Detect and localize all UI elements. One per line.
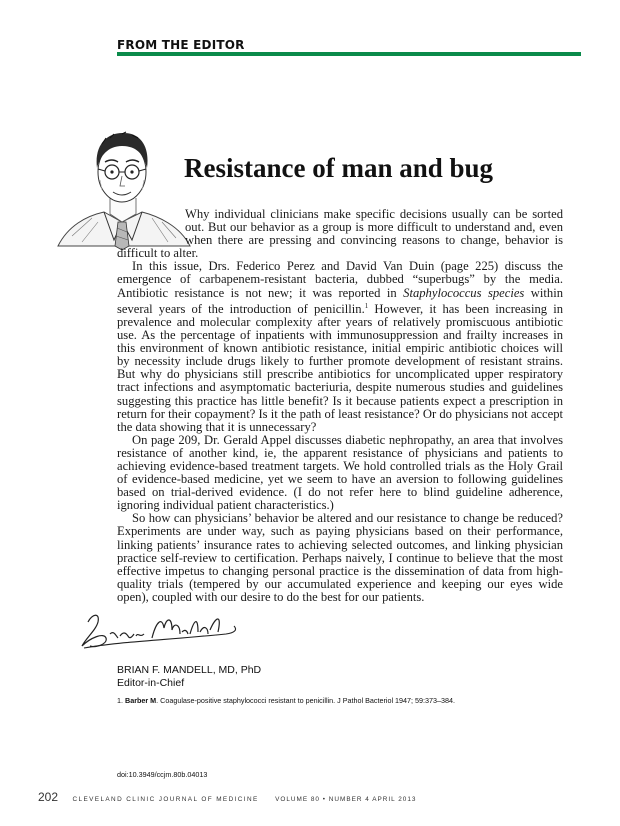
article-title: Resistance of man and bug xyxy=(184,153,494,183)
paragraph-2-text-b: within several years of the introduction of penicillin. xyxy=(117,285,563,316)
paragraph-1: Why individual clinicians make specific decisions usually can be sorted out. But our behavior as a group is more difficult to understand and, even when there are pressing and convincing reasons to change, behavior is difficult to alter. xyxy=(117,207,563,261)
page-number: 202 xyxy=(38,790,59,804)
article-body xyxy=(117,208,563,604)
text-wrap-spacer xyxy=(117,208,185,246)
paragraph-2-text-c: However, it has been increasing in prevalence and molecular complexity after years of relatively promiscuous antibiotic use. As the percentage of inpatients with immunosuppression and frailty increases in this environment of known antibiotic resistance, initial empiric antibiotic choices will by necessity include drugs likely to further promote development of resistant strains. But why do physicians still prescribe antibiotics for uncomplicated upper respiratory tract infections and asymptomatic bacteriuria, despite numerous studies and guidelines suggesting this practice has little benefit? Is it because patients expect a prescription in return for their copayment? Is it the path of least resistance? Or do physicians not accept the data showing that it is unnecessary? xyxy=(117,301,563,434)
reference-1 xyxy=(117,696,455,705)
page-footer xyxy=(38,788,416,806)
reference-text: . Coagulase-positive staphylococci resistant to penicillin. J Pathol Bacteriol 1947; 59:373–384. xyxy=(156,696,456,705)
journal-name: CLEVELAND CLINIC JOURNAL OF MEDICINE xyxy=(72,796,259,803)
author-title: Editor-in-Chief xyxy=(117,677,185,689)
author-name: BRIAN F. MANDELL, MD, PhD xyxy=(117,664,262,676)
paragraph-3: On page 209, Dr. Gerald Appel discusses diabetic nephropathy, an area that involves resistance of another kind, ie, the apparent resistance of physicians and patients to achieving evidence-based treatment targets. We hold controlled trials as the Holy Grail of evidence-based medicine, yet we seem to have an aversion to following guidelines based on trial-derived evidence. (I do not refer here to blind guideline adherence, ignoring individual patient characteristics.) xyxy=(117,432,563,513)
issue-info: VOLUME 80 • NUMBER 4 APRIL 2013 xyxy=(275,796,417,803)
paragraph-4: So how can physicians’ behavior be altered and our resistance to change be reduced? Experiments are under way, such as paying physicians based on their performance, linking patients’ insurance rates to achieving selected outcomes, and linking physician practice self-review to certification. Perhaps naively, I continue to believe that the most effective impetus to changing personal practice is the dissemination of data from high-quality trials (tempered by our accumulated experience and keeping our eyes wide open), coupled with our desire to do the best for our patients. xyxy=(117,511,563,604)
paragraph-2 xyxy=(117,260,563,433)
header-rule xyxy=(117,52,581,56)
reference-number: 1. xyxy=(117,696,123,705)
section-label: FROM THE EDITOR xyxy=(117,38,245,52)
paragraph-2-italic: Staphylococcus species xyxy=(403,285,525,300)
handwritten-signature xyxy=(76,608,246,654)
reference-marker: 1 xyxy=(364,301,369,310)
doi: doi:10.3949/ccjm.80b.04013 xyxy=(117,770,208,779)
paragraph-2-text-a: In this issue, Drs. Federico Perez and David Van Duin (page 225) discuss the emergence of carbapenem-resistant bacteria, dubbed “superbugs” by the media. Antibiotic resistance is not new; it was reported in xyxy=(117,259,563,300)
reference-author: Barber M xyxy=(125,696,157,705)
